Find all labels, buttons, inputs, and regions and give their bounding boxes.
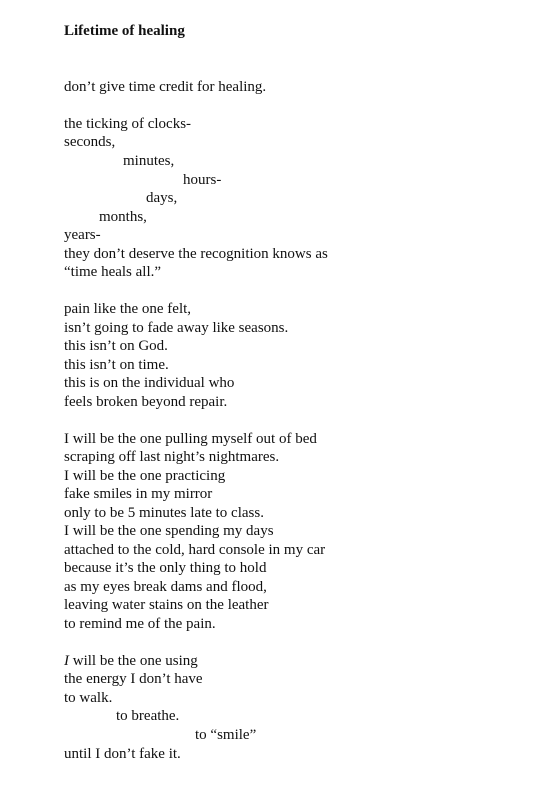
poem-line: the energy I don’t have [64,671,203,687]
line-text: will be the one using [69,653,198,669]
poem-line: leaving water stains on the leather [64,597,269,613]
poem-line: minutes, [123,153,175,169]
poem-line: until I don’t fake it. [64,746,181,762]
poem-line: to remind me of the pain. [64,616,216,632]
poem-line: to breathe. [116,708,180,724]
poem-line: they don’t deserve the recognition knows as [64,246,328,262]
poem-title: Lifetime of healing [64,23,185,39]
poem-line: I will be the one spending my days [64,523,274,539]
poem-line: I will be the one pulling myself out of bed [64,431,317,447]
poem-line: seconds, [64,134,116,150]
poem-line: as my eyes break dams and flood, [64,579,267,595]
poem-line: because it’s the only thing to hold [64,560,267,576]
poem-line: I will be the one practicing [64,468,226,484]
poem-line: pain like the one felt, [64,301,192,317]
poem-line: to walk. [64,690,113,706]
poem-line: this is on the individual who [64,375,235,391]
poem-line: “time heals all.” [64,264,162,280]
poem-line: hours- [183,172,222,188]
poem-line: this isn’t on God. [64,338,168,354]
poem-line: this isn’t on time. [64,357,169,373]
poem-line: isn’t going to fade away like seasons. [64,320,289,336]
poem-line: only to be 5 minutes late to class. [64,505,264,521]
poem-line: days, [146,190,178,206]
poem-line: feels broken beyond repair. [64,394,228,410]
poem-line: don’t give time credit for healing. [64,79,267,95]
poem-line: scraping off last night’s nightmares. [64,449,280,465]
poem-line: to “smile” [195,727,257,743]
poem-line [64,652,198,670]
poem-line: the ticking of clocks- [64,116,192,132]
poem-line: years- [64,227,101,243]
poem-line: months, [99,209,147,225]
poem-line: attached to the cold, hard console in my car [64,542,326,558]
italic-word: I [64,653,69,669]
poem-line: fake smiles in my mirror [64,486,213,502]
